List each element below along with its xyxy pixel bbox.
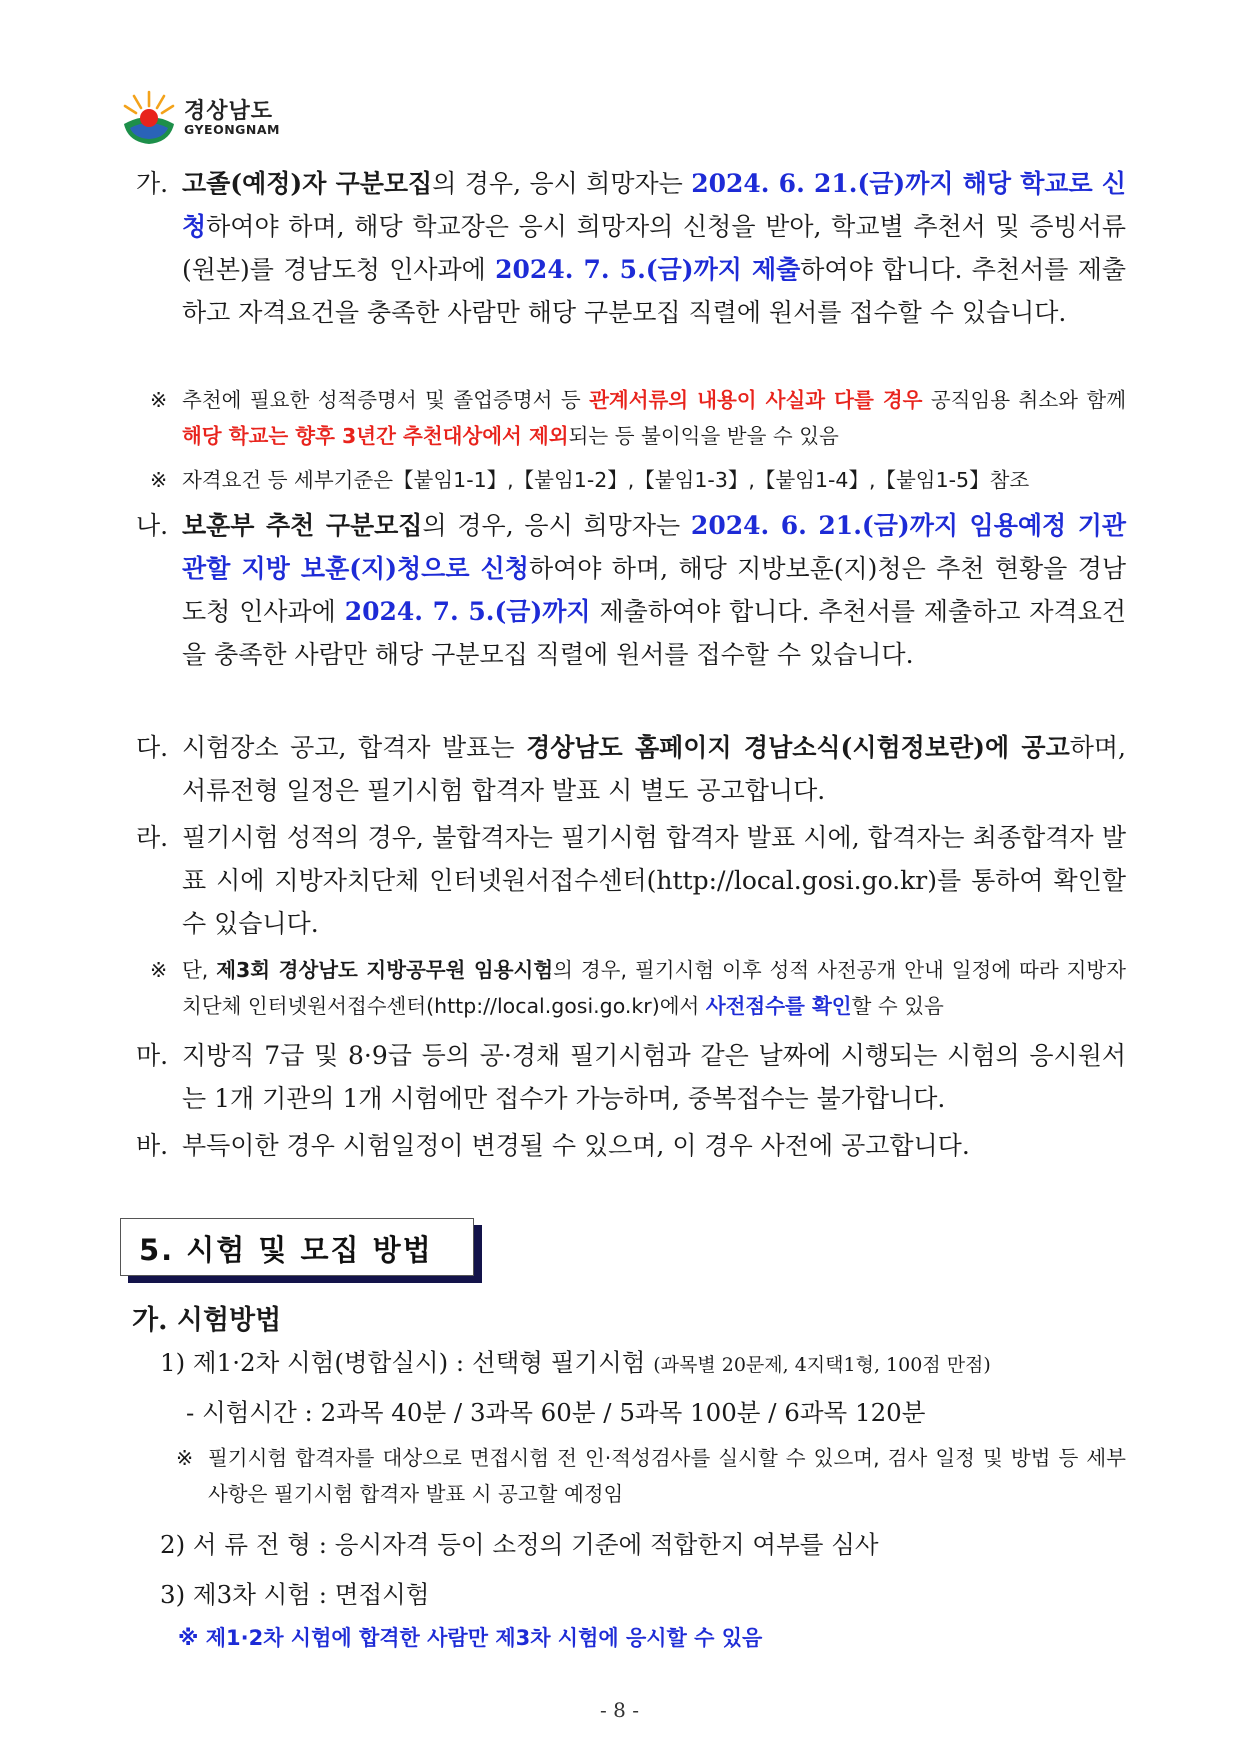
note-body [182,382,1126,454]
body-text: 하며, 서류전형 일정은 필기시험 합격자 발표 시 별도 공고합니다. [182,733,1126,805]
logo-korean-text: 경상남도 [184,99,274,124]
item-body: 지방직 7급 및 8·9급 등의 공·경채 필기시험과 같은 날짜에 시행되는 시험의 응시원서는 1개 기관의 1개 시험에만 접수가 가능하며, 중복접수는 불가합니다. [182,1041,1126,1113]
note-aptitude-test [176,1440,1126,1512]
deadline-text: 2024. 7. 5.(금)까지 제출 [495,255,801,284]
item-marker: 마. [136,1041,169,1070]
body-text: 의 경우, 응시 희망자는 [432,169,692,198]
item-marker: 가. [136,169,169,198]
body-text: 할 수 있음 [851,994,944,1018]
exam-step-3: 3) 제3차 시험 : 면접시험 [160,1580,430,1609]
item-ga [136,162,1126,334]
sub-heading: 가. 시험방법 [132,1305,282,1336]
body-text: 되는 등 불이익을 받을 수 있음 [568,424,839,448]
body-text: 제출하여야 합니다. 추천서를 제출하고 자격요건을 충족한 사람만 해당 구분모집 직렬에 원서를 접수할 수 있습니다. [182,597,1126,669]
item-body [182,504,1126,676]
note-body: 자격요건 등 세부기준은【붙임1-1】,【붙임1-2】,【붙임1-3】,【붙임1-4】,【붙임1-5】참조 [182,468,1030,492]
note-marker: ※ [150,388,168,412]
warning-text: 관계서류의 내용이 사실과 다를 경우 [589,388,923,412]
item-na [136,504,1126,676]
gyeongnam-emblem-icon [120,88,178,146]
note-marker: ※ [150,958,168,982]
body-text: 공직임용 취소와 함께 [922,388,1126,412]
warning-text: 해당 학교는 향후 3년간 추천대상에서 제외 [182,424,569,448]
item-ma [136,1034,1126,1120]
note-marker: ※ [176,1446,194,1470]
body-text: 단, [182,958,217,982]
section-title: 5. 시험 및 모집 방법 [139,1233,433,1267]
exam-step-1 [160,1344,991,1379]
item-marker: 바. [136,1131,169,1160]
note-score-preview [150,952,1126,1024]
body-text: 의 경우, 응시 희망자는 [422,511,691,540]
gyeongnam-logo [120,88,420,146]
item-body: 필기시험 성적의 경우, 불합격자는 필기시험 합격자 발표 시에, 합격자는 최종합격자 발표 시에 지방자치단체 인터넷원서접수센터(http://local.gosi.go.kr)를 통하여 확인할 수 있습니다. [182,823,1126,938]
item-ba [136,1124,1126,1167]
step-detail: (과목별 20문제, 4지택1형, 100점 만점) [653,1354,991,1376]
body-text: 추천에 필요한 성적증명서 및 졸업증명서 등 [182,388,590,412]
highlight-text: 경상남도 홈페이지 경남소식(시험정보란)에 공고 [526,733,1070,762]
item-body [182,726,1126,812]
item-da [136,726,1126,812]
highlight-text: 보훈부 추천 구분모집 [182,511,423,540]
highlight-text: 제3회 경상남도 지방공무원 임용시험 [216,958,554,982]
note-marker: ※ [150,468,168,492]
deadline-text: 2024. 7. 5.(금)까지 [344,597,591,626]
note-body [182,952,1126,1024]
item-marker: 다. [136,733,169,762]
body-text: 하여야 합니다. 추천서를 제출하고 자격요건을 충족한 사람만 해당 구분모집 직렬에 원서를 접수할 수 있습니다. [182,255,1127,327]
highlight-blue-text: 사전점수를 확인 [705,994,852,1018]
exam-step-3-note: ※ 제1·2차 시험에 합격한 사람만 제3차 시험에 응시할 수 있음 [178,1626,763,1650]
exam-step-2: 2) 서 류 전 형 : 응시자격 등이 소정의 기준에 적합한지 여부를 심사 [160,1530,879,1559]
body-text: 의 경우, 필기시험 이후 성적 사전공개 안내 일정에 따라 지방자치단체 인터넷원서접수센터(http://local.gosi.go.kr)에서 [182,958,1126,1018]
page-number: - 8 - [600,1698,639,1722]
body-text: 시험장소 공고, 합격자 발표는 [182,733,527,762]
step-text: 1) 제1·2차 시험(병합실시) : 선택형 필기시험 [160,1348,646,1377]
body-text: 하여야 하며, 해당 지방보훈(지)청은 추천 현황을 경남도청 인사과에 [182,554,1126,626]
deadline-text: 2024. 6. 21.(금)까지 해당 학교로 신청 [182,169,1126,241]
note-criteria [150,462,1126,498]
item-marker: 나. [136,511,169,540]
item-marker: 라. [136,823,169,852]
highlight-text: 고졸(예정)자 구분모집 [182,169,433,198]
item-ra [136,816,1126,945]
deadline-text: 2024. 6. 21.(금)까지 임용예정 기관 관할 지방 보훈(지)청으로 신청 [182,511,1126,583]
item-body: 부득이한 경우 시험일정이 변경될 수 있으며, 이 경우 사전에 공고합니다. [182,1131,970,1160]
section-heading-box [120,1218,474,1276]
note-body: 필기시험 합격자를 대상으로 면접시험 전 인·적성검사를 실시할 수 있으며, 검사 일정 및 방법 등 세부 사항은 필기시험 합격자 발표 시 공고할 예정임 [208,1446,1126,1506]
note-recommendation [150,382,1126,454]
logo-english-text: GYEONGNAM [184,122,280,137]
exam-time: - 시험시간 : 2과목 40분 / 3과목 60분 / 5과목 100분 / 6과목 120분 [186,1398,926,1427]
item-body [182,162,1126,334]
body-text: 하여야 하며, 해당 학교장은 응시 희망자의 신청을 받아, 학교별 추천서 및 증빙서류(원본)를 경남도청 인사과에 [182,212,1126,284]
